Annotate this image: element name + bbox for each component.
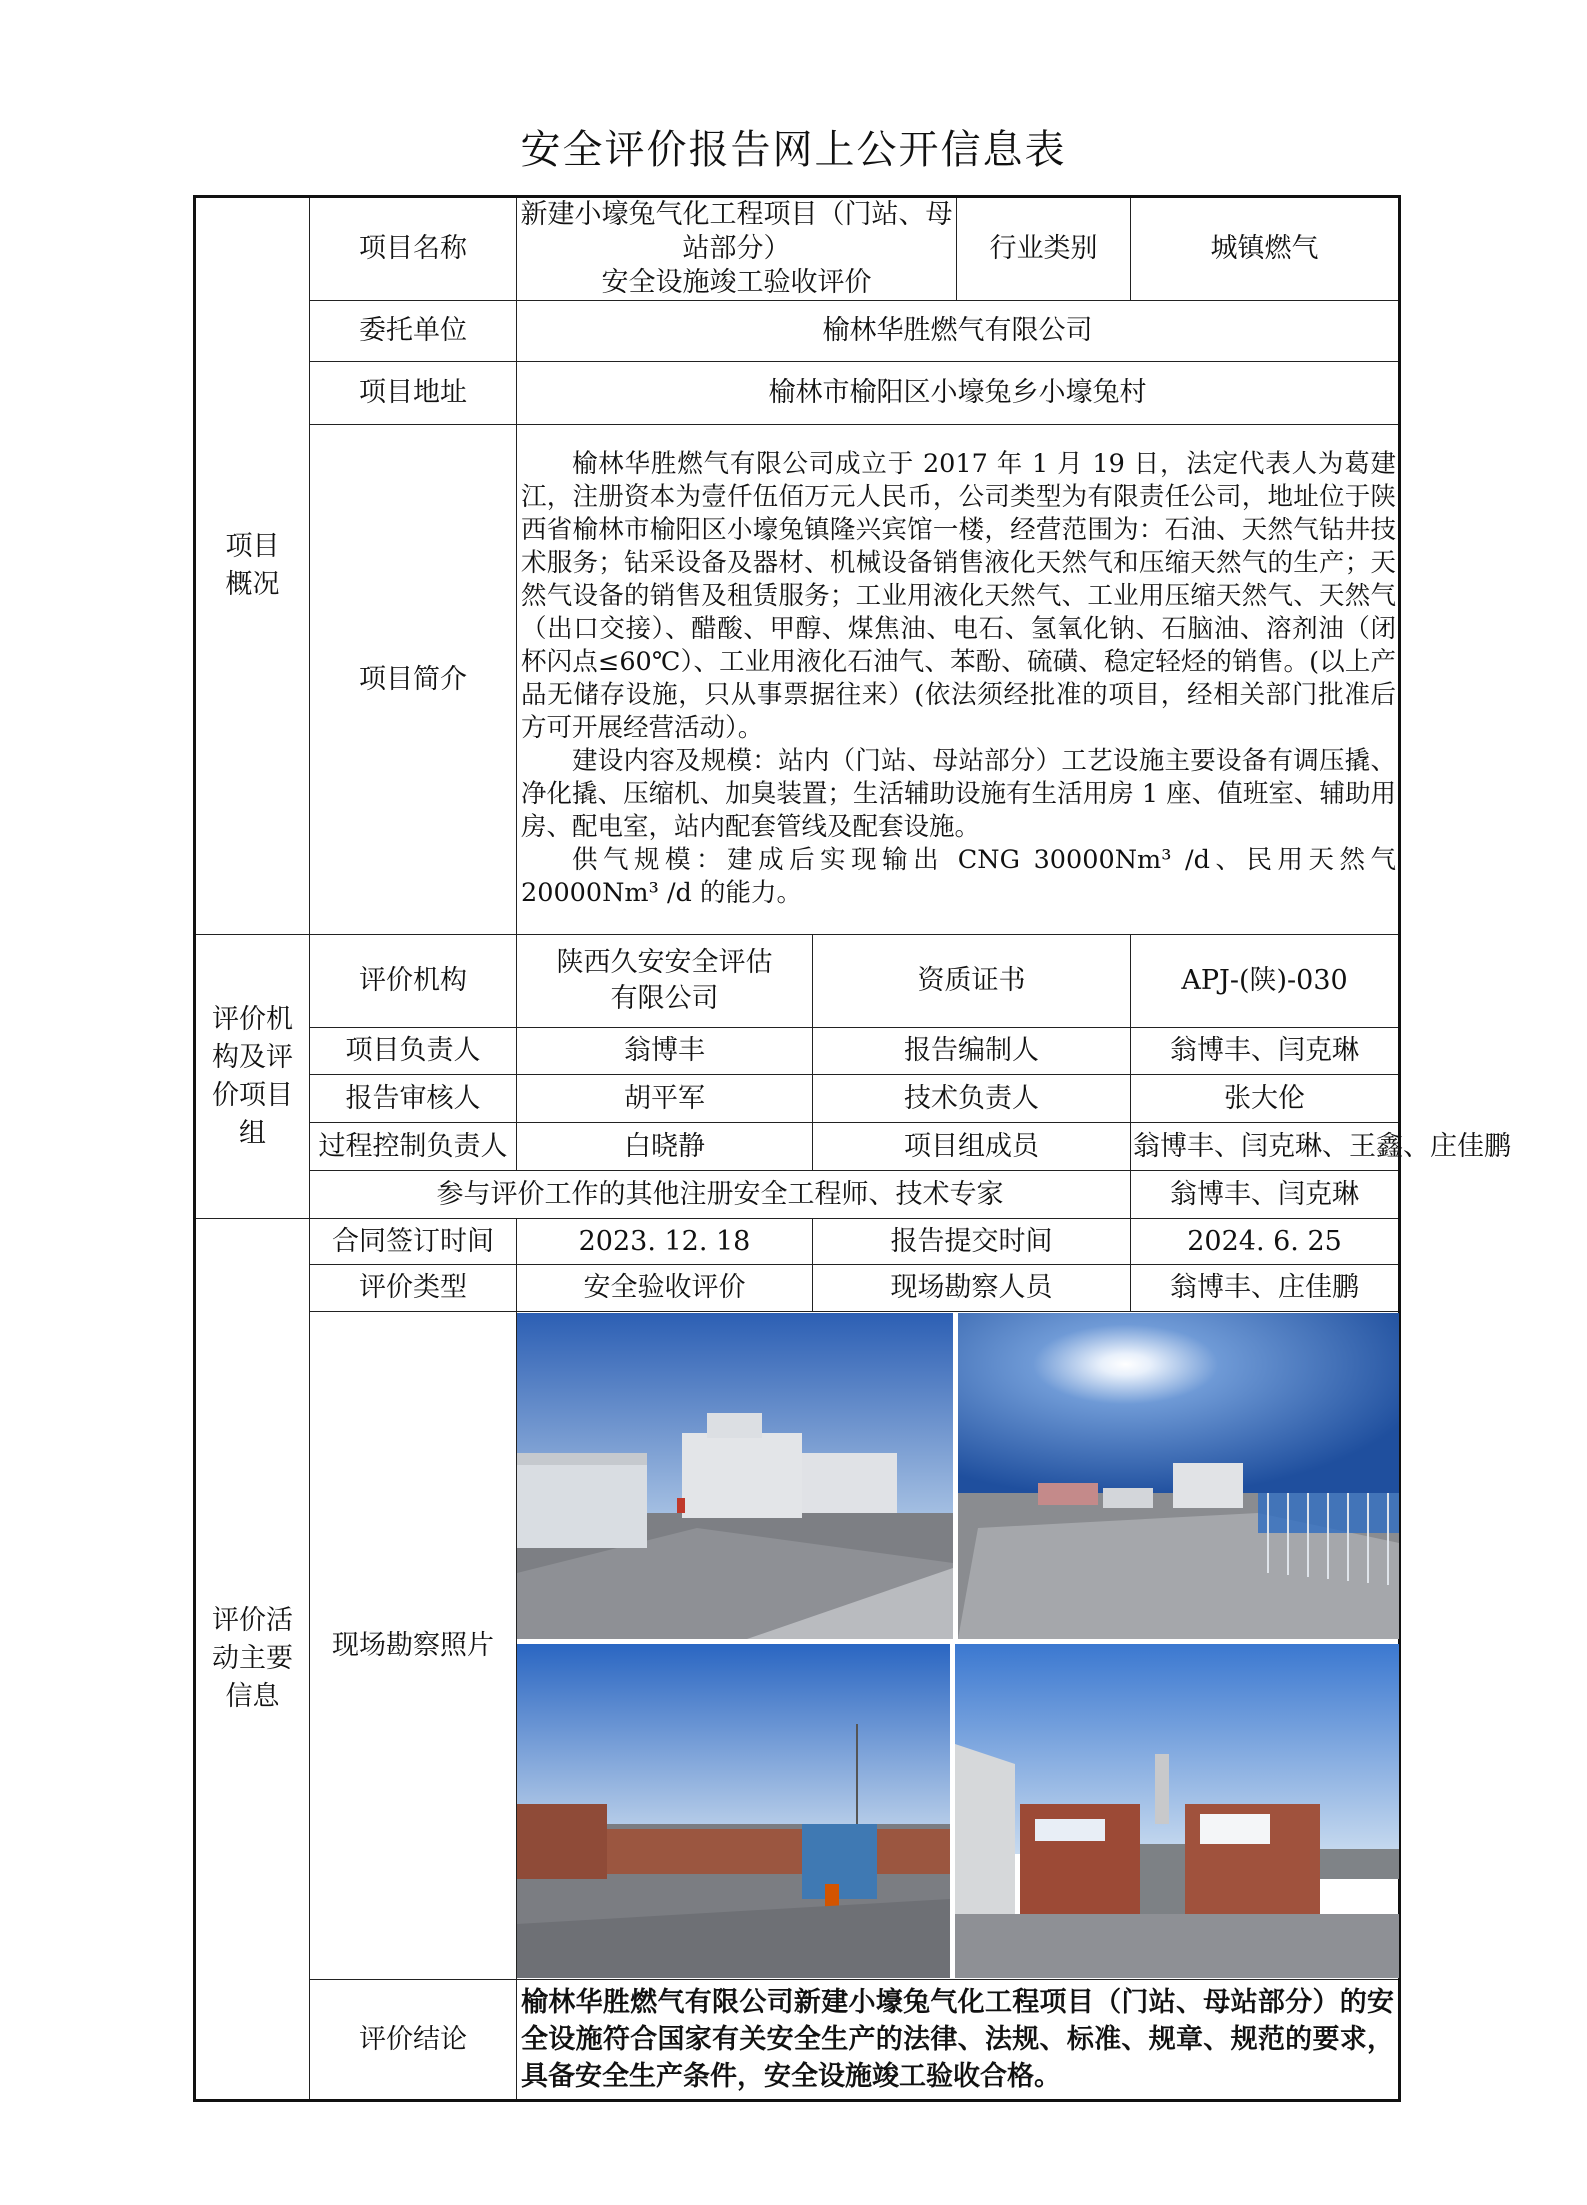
section-overview-label: 项目 概况 bbox=[195, 197, 310, 935]
info-table bbox=[193, 195, 1512, 2102]
site-photo-3 bbox=[517, 1644, 950, 1978]
photos-label: 现场勘察照片 bbox=[310, 1312, 517, 1980]
page-title: 安全评价报告网上公开信息表 bbox=[520, 127, 1067, 173]
writer-value: 翁博丰、闫克琳 bbox=[1131, 1028, 1400, 1075]
submit-value: 2024. 6. 25 bbox=[1131, 1219, 1400, 1265]
cert-value: APJ-(陕)-030 bbox=[1131, 935, 1400, 1028]
others-label: 参与评价工作的其他注册安全工程师、技术专家 bbox=[310, 1171, 1131, 1219]
industry-label: 行业类别 bbox=[957, 197, 1131, 301]
site-photo-2 bbox=[958, 1313, 1399, 1639]
client-label: 委托单位 bbox=[310, 301, 517, 362]
reviewer-value: 胡平军 bbox=[517, 1075, 813, 1123]
contract-label: 合同签订时间 bbox=[310, 1219, 517, 1265]
reviewer-label: 报告审核人 bbox=[310, 1075, 517, 1123]
cert-label: 资质证书 bbox=[813, 935, 1131, 1028]
submit-label: 报告提交时间 bbox=[813, 1219, 1131, 1265]
conclusion-value: 榆林华胜燃气有限公司新建小壕兔气化工程项目（门站、母站部分）的安全设施符合国家有关安全生产的法律、法规、标准、规章、规范的要求，具备安全生产条件，安全设施竣工验收合格。 bbox=[517, 1980, 1400, 2101]
intro-paragraph: 供气规模：建成后实现输出 CNG 30000Nm³ /d、民用天然气 20000Nm³ /d 的能力。 bbox=[521, 844, 1397, 908]
site-photo-4 bbox=[955, 1644, 1399, 1978]
photos-cell bbox=[517, 1312, 1400, 1980]
industry-value: 城镇燃气 bbox=[1131, 197, 1400, 301]
client-value: 榆林华胜燃气有限公司 bbox=[517, 301, 1400, 362]
leader-value: 翁博丰 bbox=[517, 1028, 813, 1075]
writer-label: 报告编制人 bbox=[813, 1028, 1131, 1075]
process-value: 白晓静 bbox=[517, 1123, 813, 1171]
others-value: 翁博丰、闫克琳 bbox=[1131, 1171, 1400, 1219]
intro-paragraph: 建设内容及规模：站内（门站、母站部分）工艺设施主要设备有调压撬、净化撬、压缩机、加臭装置；生活辅助设施有生活用房 1 座、值班室、辅助用房、配电室，站内配套管线及配套设施。 bbox=[521, 745, 1397, 842]
address-value: 榆林市榆阳区小壕兔乡小壕兔村 bbox=[517, 362, 1400, 425]
surveyors-label: 现场勘察人员 bbox=[813, 1265, 1131, 1312]
tech-value: 张大伦 bbox=[1131, 1075, 1400, 1123]
agency-value: 陕西久安安全评估 有限公司 bbox=[517, 935, 813, 1028]
conclusion-label: 评价结论 bbox=[310, 1980, 517, 2101]
project-name-label: 项目名称 bbox=[310, 197, 517, 301]
site-photo-1 bbox=[517, 1313, 953, 1639]
leader-label: 项目负责人 bbox=[310, 1028, 517, 1075]
agency-label: 评价机构 bbox=[310, 935, 517, 1028]
members-value: 翁博丰、闫克琳、王鑫、庄佳鹏 bbox=[1131, 1123, 1400, 1171]
section-org-label: 评价机构及评价项目组 bbox=[195, 935, 310, 1219]
surveyors-value: 翁博丰、庄佳鹏 bbox=[1131, 1265, 1400, 1312]
project-name-value: 新建小壕兔气化工程项目（门站、母站部分） 安全设施竣工验收评价 bbox=[517, 197, 957, 301]
intro-text bbox=[517, 425, 1400, 935]
type-value: 安全验收评价 bbox=[517, 1265, 813, 1312]
members-label: 项目组成员 bbox=[813, 1123, 1131, 1171]
tech-label: 技术负责人 bbox=[813, 1075, 1131, 1123]
address-label: 项目地址 bbox=[310, 362, 517, 425]
section-activity-label: 评价活动主要信息 bbox=[195, 1219, 310, 2101]
type-label: 评价类型 bbox=[310, 1265, 517, 1312]
photo-grid bbox=[517, 1313, 1399, 1978]
contract-value: 2023. 12. 18 bbox=[517, 1219, 813, 1265]
process-label: 过程控制负责人 bbox=[310, 1123, 517, 1171]
intro-label: 项目简介 bbox=[310, 425, 517, 935]
intro-paragraph: 榆林华胜燃气有限公司成立于 2017 年 1 月 19 日，法定代表人为葛建江，注册资本为壹仟伍佰万元人民币，公司类型为有限责任公司，地址位于陕西省榆林市榆阳区小壕兔镇隆兴宾馆一楼，经营范围为：石油、天然气钻井技术服务；钻采设备及器材、机械设备销售液化天然气和压缩天然气的生产；天然气设备的销售及租赁服务；工业用液化天然气、工业用压缩天然气、天然气（出口交接）、醋酸、甲醇、煤焦油、电石、氢氧化钠、石脑油、溶剂油（闭杯闪点≤60℃）、工业用液化石油气、苯酚、硫磺、稳定轻烃的销售。(以上产品无储存设施，只从事票据往来）(依法须经批准的项目，经相关部门批准后方可开展经营活动）。 bbox=[521, 448, 1397, 743]
